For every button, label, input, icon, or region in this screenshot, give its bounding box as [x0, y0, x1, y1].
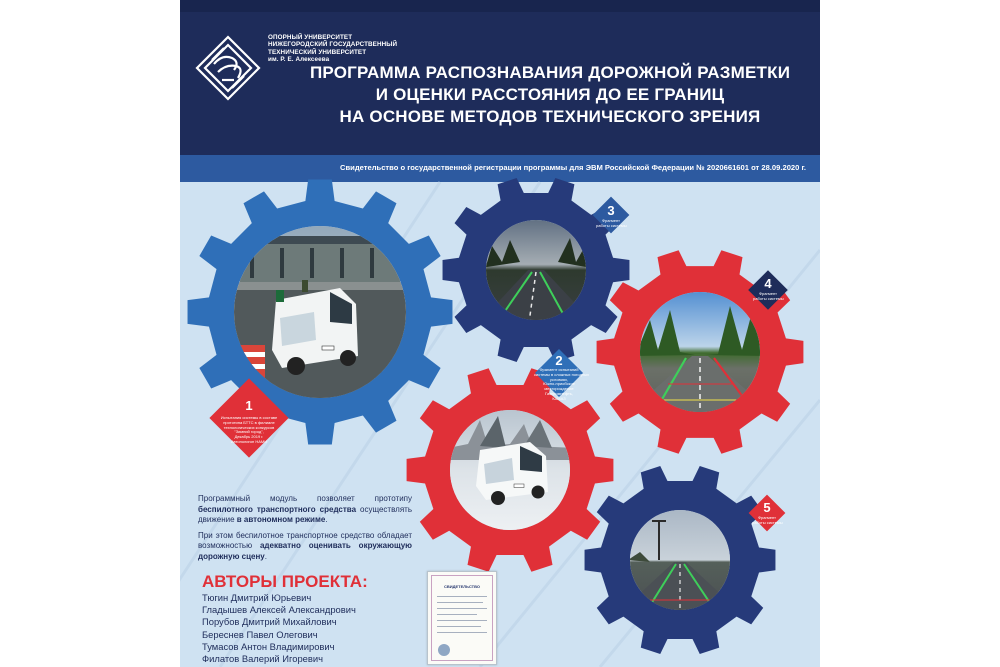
- caption-line: месторождение: [544, 386, 574, 392]
- title-line: НА ОСНОВЕ МЕТОДОВ ТЕХНИЧЕСКОГО ЗРЕНИЯ: [339, 107, 761, 126]
- caption-line: системы в сложных погодных: [534, 371, 589, 377]
- marker-1-caption: [220, 416, 278, 445]
- seal-icon: [438, 644, 450, 656]
- author-name: Филатов Валерий Игоревич: [202, 653, 323, 665]
- certificate-line: [437, 608, 487, 609]
- certificate-text: Свидетельство о государственной регистрации программы для ЭВМ Российской Федерации № 2020661601 от 28.09.2020 г.: [340, 163, 806, 172]
- caption-line: Автополигон НАМИ: [230, 438, 268, 444]
- caption-line: работы системы: [753, 295, 784, 301]
- author-name: Порубов Дмитрий Михайлович: [202, 616, 337, 628]
- marker-2-number: 2: [555, 353, 563, 368]
- marker-1-number: 1: [245, 398, 253, 413]
- certificate-line: [437, 626, 481, 627]
- caption-line: Фрагмент: [758, 515, 776, 520]
- certificate-line: [437, 620, 487, 621]
- caption-line: Газпромнефть,: [545, 390, 573, 396]
- caption-line: Фрагмент: [759, 291, 777, 296]
- certificate-line: [437, 596, 487, 597]
- text-span: .: [264, 551, 267, 561]
- marker-3-caption: [596, 219, 626, 229]
- caption-line: технологических конкурсов: [223, 424, 275, 430]
- university-line: им. Р. Е. Алексеева: [268, 56, 330, 64]
- text-span: .: [325, 515, 328, 524]
- author-name: Гладышев Алексей Александрович: [202, 604, 356, 616]
- caption-line: Фрагмент: [602, 218, 620, 223]
- marker-5-caption: [752, 516, 782, 526]
- university-line: НИЖЕГОРОДСКИЙ ГОСУДАРСТВЕННЫЙ: [268, 41, 398, 49]
- marker-3-number: 3: [607, 203, 615, 218]
- caption-line: работы системы: [596, 222, 627, 228]
- text-span: осуществлять движение: [198, 504, 412, 524]
- description-text: [198, 494, 412, 567]
- university-line: ОПОРНЫЙ УНИВЕРСИТЕТ: [268, 34, 353, 41]
- text-bold: беспилотного транспортного средства: [198, 504, 357, 514]
- author-name: Береснев Павел Олегович: [202, 628, 318, 640]
- title-line: И ОЦЕНКИ РАССТОЯНИЯ ДО ЕЕ ГРАНИЦ: [375, 85, 725, 104]
- paragraph-1: [198, 494, 412, 526]
- text-span: Программный модуль позволяет прототипу: [198, 494, 412, 503]
- marker-2-caption: [534, 367, 589, 402]
- marker-4-number: 4: [764, 276, 772, 291]
- caption-line: Испытания системы в составе: [220, 415, 278, 420]
- authors-title: АВТОРЫ ПРОЕКТА:: [202, 572, 368, 591]
- text-bold: в автономном режиме: [236, 515, 326, 524]
- author-name: Тюгин Дмитрий Юрьевич: [202, 592, 312, 603]
- caption-line: Южно-приобское: [543, 381, 575, 387]
- caption-line: "Зимний город",: [234, 429, 264, 435]
- text-bold: адекватно оценивать окружающую дорожную сцену: [198, 541, 412, 561]
- title-line: ПРОГРАММА РАСПОЗНАВАНИЯ ДОРОЖНОЙ РАЗМЕТКИ: [310, 63, 791, 82]
- certificate-line: [437, 632, 487, 633]
- poster: [180, 0, 820, 667]
- caption-line: КАМАЗ: [552, 395, 566, 401]
- marker-4-caption: [753, 292, 783, 302]
- caption-line: прототипа БТТС в филиале: [223, 419, 275, 425]
- caption-line: работы системы: [752, 519, 783, 525]
- caption-line: Фрагмент испытаний: [539, 367, 579, 372]
- marker-5-number: 5: [763, 500, 771, 515]
- certificate-line: [437, 614, 477, 615]
- certificate-line: [437, 602, 483, 603]
- certificate-doc-title: СВИДЕТЕЛЬСТВО: [444, 584, 480, 589]
- paragraph-2: [198, 531, 412, 563]
- university-line: ТЕХНИЧЕСКИЙ УНИВЕРСИТЕТ: [268, 48, 367, 56]
- author-name: Тумасов Антон Владимирович: [202, 640, 335, 652]
- text-span: При этом беспилотное транспортное средство обладает возможностью: [198, 530, 412, 550]
- authors-list: [202, 592, 356, 665]
- caption-line: Декабрь 2019 г.: [234, 434, 264, 440]
- certificate-document: [427, 571, 497, 665]
- caption-line: условиях,: [549, 376, 569, 382]
